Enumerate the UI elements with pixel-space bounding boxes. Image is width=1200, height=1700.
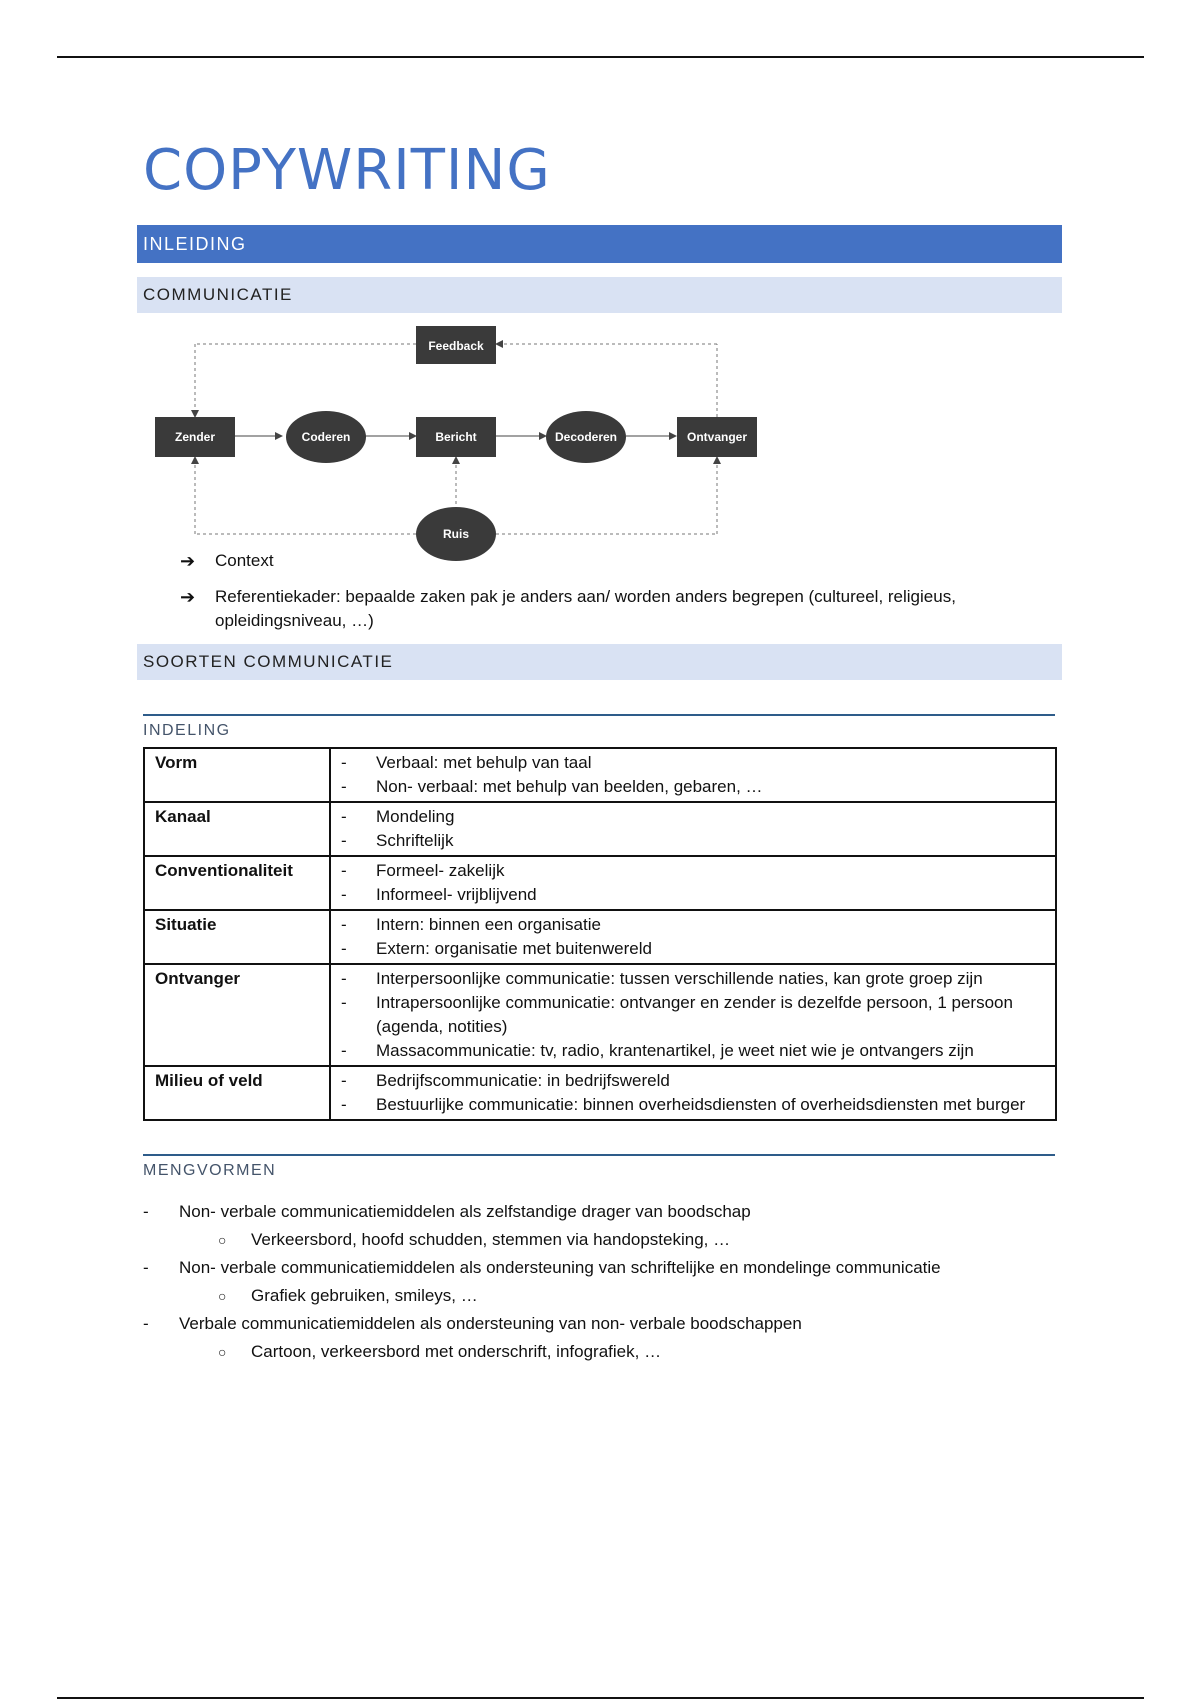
page-bottom-rule [57, 1697, 1144, 1699]
note-text: Context [215, 551, 274, 570]
row-label: Milieu of veld [144, 1066, 330, 1120]
list-item: - Non- verbale communicatiemiddelen als ondersteuning van schriftelijke en mondelinge communicatie [143, 1254, 1063, 1282]
svg-text:Ruis: Ruis [442, 527, 470, 541]
heading-communicatie: COMMUNICATIE [137, 277, 1062, 313]
table-row [144, 964, 1056, 1066]
list-item: - Schriftelijk [341, 829, 1045, 853]
node-feedback [416, 326, 496, 364]
indeling-table [143, 747, 1057, 1121]
heading-mengvormen: MENGVORMEN [143, 1162, 277, 1179]
row-label: Situatie [144, 910, 330, 964]
node-coderen [286, 411, 366, 463]
list-item: - Massacommunicatie: tv, radio, krantenartikel, je weet niet wie je ontvangers zijn [341, 1039, 1045, 1063]
list-item: - Interpersoonlijke communicatie: tussen verschillende naties, kan grote groep zijn [341, 967, 1045, 991]
node-ontvanger [677, 417, 757, 457]
list-item: - Formeel- zakelijk [341, 859, 1045, 883]
note-text: Referentiekader: bepaalde zaken pak je anders aan/ worden anders begrepen (cultureel, religieus, opleidingsniveau, …) [215, 587, 956, 630]
node-decoderen [546, 411, 626, 463]
circle-bullet-icon: ○ [218, 1288, 227, 1304]
row-label: Kanaal [144, 802, 330, 856]
table-row [144, 856, 1056, 910]
list-item: - Intern: binnen een organisatie [341, 913, 1045, 937]
list-item: - Extern: organisatie met buitenwereld [341, 937, 1045, 961]
svg-text:Coderen: Coderen [301, 430, 351, 444]
svg-text:Feedback: Feedback [428, 339, 484, 353]
list-item: - Bedrijfscommunicatie: in bedrijfswereld [341, 1069, 1045, 1093]
page-top-rule [57, 56, 1144, 58]
row-label: Conventionaliteit [144, 856, 330, 910]
heading-soorten-communicatie: SOORTEN COMMUNICATIE [137, 644, 1062, 680]
svg-text:Decoderen: Decoderen [554, 430, 618, 444]
list-subitem: ○ Grafiek gebruiken, smileys, … [143, 1282, 1063, 1310]
list-subitem: ○ Cartoon, verkeersbord met onderschrift, infografiek, … [143, 1338, 1063, 1366]
list-item: - Verbale communicatiemiddelen als ondersteuning van non- verbale boodschappen [143, 1310, 1063, 1338]
arrow-right-icon: ➔ [180, 587, 196, 607]
list-item: - Intrapersoonlijke communicatie: ontvanger en zender is dezelfde persoon, 1 persoon (agenda, notities) [341, 991, 1045, 1039]
list-item: - Mondeling [341, 805, 1045, 829]
heading-inleiding: INLEIDING [137, 225, 1062, 263]
list-item: - Bestuurlijke communicatie: binnen overheidsdiensten of overheidsdiensten met burger [341, 1093, 1045, 1117]
table-row [144, 748, 1056, 802]
arrow-right-icon: ➔ [180, 551, 196, 571]
row-label: Ontvanger [144, 964, 330, 1066]
mengvormen-rule [143, 1154, 1055, 1156]
list-item: - Informeel- vrijblijvend [341, 883, 1045, 907]
table-row [144, 1066, 1056, 1120]
svg-text:Bericht: Bericht [435, 430, 477, 444]
table-row [144, 802, 1056, 856]
circle-bullet-icon: ○ [218, 1232, 227, 1248]
list-subitem: ○ Verkeersbord, hoofd schudden, stemmen via handopsteking, … [143, 1226, 1063, 1254]
table-row [144, 910, 1056, 964]
list-item: - Verbaal: met behulp van taal [341, 751, 1045, 775]
indeling-rule [143, 714, 1055, 716]
svg-text:Ontvanger: Ontvanger [686, 430, 748, 444]
list-item: - Non- verbale communicatiemiddelen als zelfstandige drager van boodschap [143, 1198, 1063, 1226]
communication-model-diagram [150, 320, 770, 565]
mengvormen-list [143, 1198, 1063, 1366]
node-bericht [416, 417, 496, 457]
svg-text:Zender: Zender [174, 430, 216, 444]
page-title: COPYWRITING [143, 138, 551, 203]
row-label: Vorm [144, 748, 330, 802]
circle-bullet-icon: ○ [218, 1344, 227, 1360]
list-item: - Non- verbaal: met behulp van beelden, gebaren, … [341, 775, 1045, 799]
heading-indeling: INDELING [143, 722, 231, 739]
node-zender [155, 417, 235, 457]
